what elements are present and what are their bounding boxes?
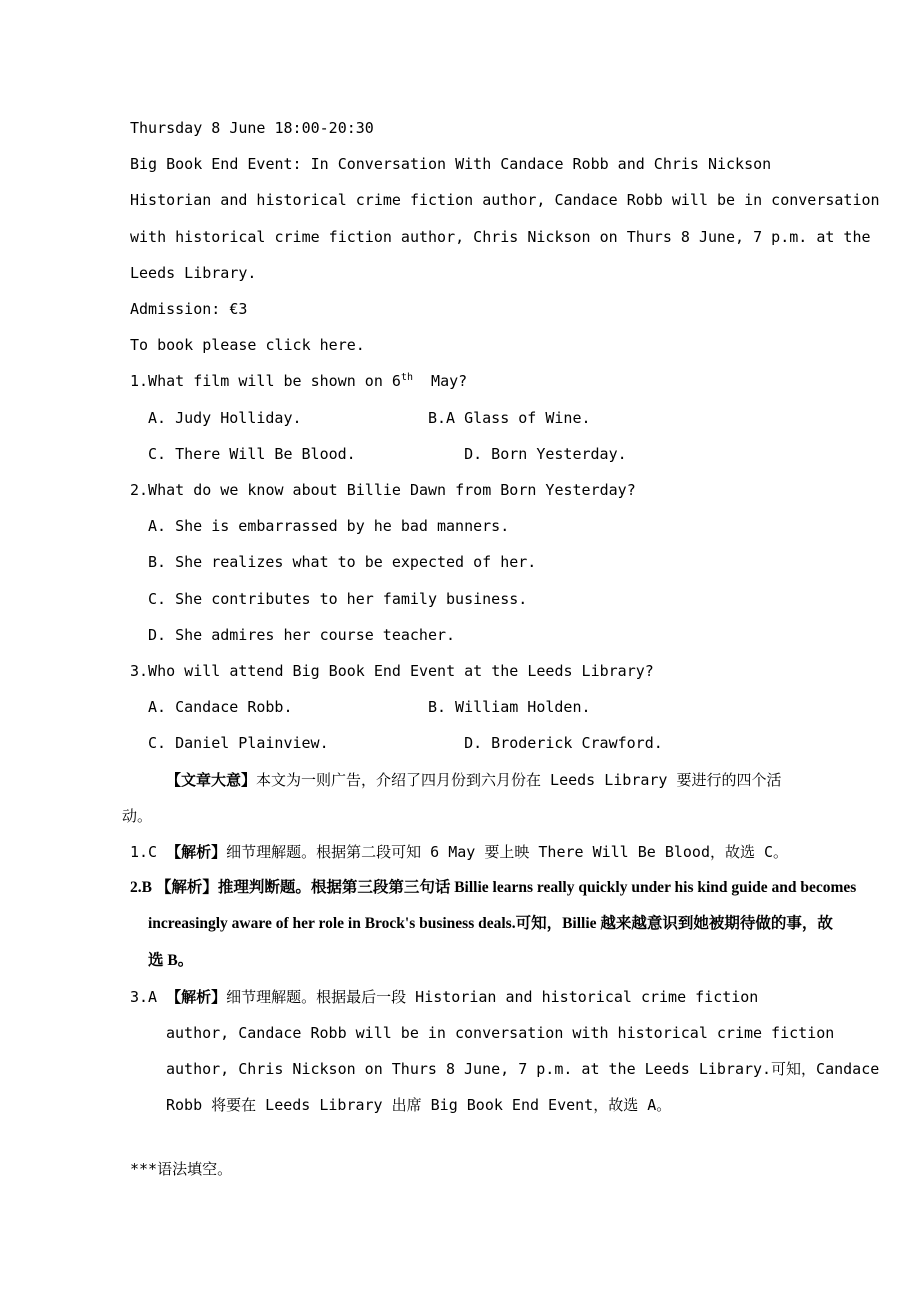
text-segment: 3.Who will attend Big Book End Event at the Leeds Library? [130,662,654,681]
text-segment: Thursday 8 June 18:00-20:30 [130,119,374,137]
text-segment: D. She admires her course teacher. [148,625,456,644]
line-event-desc-2 [130,219,892,255]
text-segment: Big Book End Event: In Conversation With Candace Robb and Chris Nickson [130,155,772,174]
line-question-2 [130,472,892,508]
text-segment: 3.A [130,987,167,1006]
text-segment: 细节理解题。根据第二段可知 6 May 要上映 There Will Be Blood，故选 C。 [226,843,789,862]
document-body [122,110,892,1187]
text-segment: ***语法填空。 [130,1159,233,1178]
text-segment: Leeds Library. [130,263,257,282]
line-answer-3-4 [166,1087,892,1123]
text-segment: author, Chris Nickson on Thurs 8 June, 7 p.m. at the Leeds Library.可知，Candace [166,1060,880,1079]
line-q3-options-cd [148,725,892,761]
text-segment: B. She realizes what to be expected of her. [148,553,537,572]
text-segment: Historian and historical crime fiction author, Candace Robb will be in conversation [130,191,880,210]
text-segment: C. She contributes to her family business. [148,589,528,608]
superscript-text: th [400,372,413,384]
text-segment: 【解析】 [166,843,227,862]
line-summary-1 [166,762,892,798]
text-segment: Robb 将要在 Leeds Library 出席 Big Book End Event，故选 A。 [166,1096,672,1115]
line-q2-option-b [148,544,892,580]
text-segment: author, Candace Robb will be in conversation with historical crime fiction [166,1024,835,1043]
line-q3-options-ab [148,689,892,725]
text-segment: Admission: €3 [130,300,248,319]
line-answer-3-2 [166,1015,892,1051]
line-question-1 [130,363,892,399]
line-booking [130,327,892,363]
text-segment: A. Judy Holliday. B.A Glass of Wine. [148,408,591,427]
line-question-3 [130,653,892,689]
text-segment: A. She is embarrassed by he bad manners. [148,517,510,536]
text-segment: May? [412,372,468,391]
text-segment: 细节理解题。根据最后一段 Historian and historical crime fiction [226,987,759,1006]
line-grammar-section [130,1151,892,1187]
line-event-desc-3 [130,255,892,291]
text-segment: C. There Will Be Blood. D. Born Yesterday. [148,444,627,463]
text-segment: 选 B。 [148,951,194,969]
text-segment: 本文为一则广告，介绍了四月份到六月份在 Leeds Library 要进行的四个活 [256,770,782,789]
line-q2-option-d [148,617,892,653]
text-segment: 2.B 【解析】推理判断题。根据第三段第三句话 Billie learns really quickly under his kind guide and becomes [130,879,857,897]
line-q2-option-c [148,581,892,617]
line-event-desc-1 [130,182,892,218]
line-answer-3-1 [130,979,892,1015]
text-segment: C. Daniel Plainview. D. Broderick Crawford. [148,734,663,753]
text-segment: 【文章大意】 [166,770,257,789]
line-answer-2-1 [130,870,892,906]
text-segment: A. Candace Robb. B. William Holden. [148,698,591,717]
text-segment: To book please click here. [130,336,365,355]
text-segment: 1.C [130,843,167,862]
text-segment: 【解析】 [166,987,227,1006]
text-segment: with historical crime fiction author, Chris Nickson on Thurs 8 June, 7 p.m. at the [130,227,871,246]
line-q1-options-cd [148,436,892,472]
line-event-title [130,146,892,182]
text-segment: 2.What do we know about Billie Dawn from Born Yesterday? [130,481,636,500]
line-event-time [130,110,892,146]
line-q1-options-ab [148,400,892,436]
text-segment: increasingly aware of her role in Brock's business deals.可知，Billie 越来越意识到她被期待做的事，故 [148,915,833,933]
line-q2-option-a [148,508,892,544]
text-segment: 1.What film will be shown on 6 [130,372,401,391]
text-segment: 动。 [122,806,153,825]
line-answer-2-2 [148,906,892,942]
line-summary-2 [122,798,892,834]
line-answer-2-3 [148,943,892,979]
line-answer-1 [130,834,892,870]
line-answer-3-3 [166,1051,892,1087]
line-admission [130,291,892,327]
